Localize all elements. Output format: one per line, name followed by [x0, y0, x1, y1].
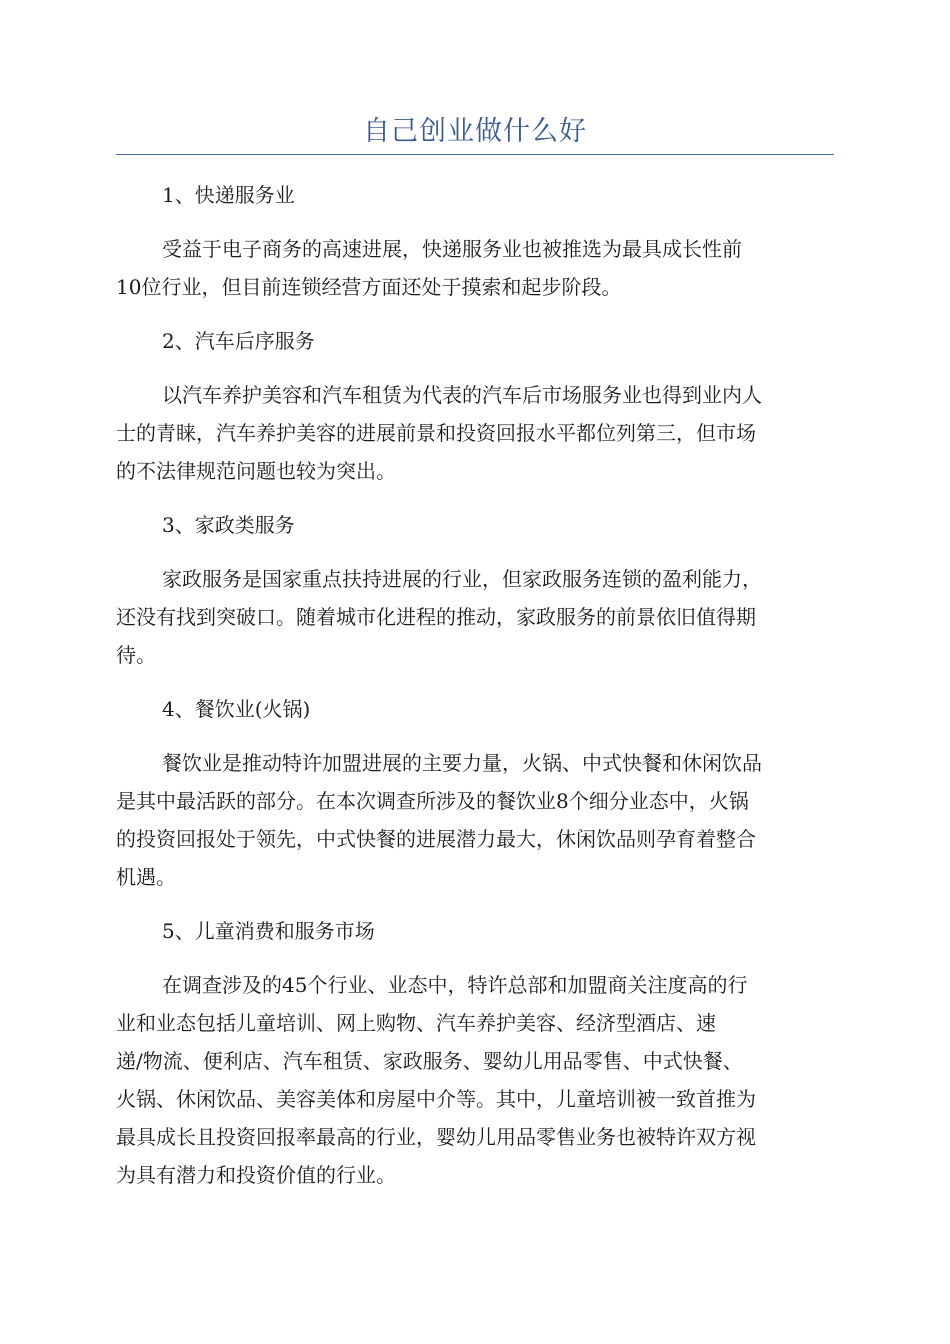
- paragraph-line: 递/物流、便利店、汽车租赁、家政服务、婴幼儿用品零售、中式快餐、: [116, 1049, 743, 1073]
- section-heading-3: 3、家政类服务: [162, 513, 295, 537]
- paragraph-line: 士的青睐，汽车养护美容的进展前景和投资回报水平都位列第三，但市场: [116, 421, 756, 445]
- paragraph-line: 待。: [116, 643, 156, 667]
- paragraph-line: 还没有找到突破口。随着城市化进程的推动，家政服务的前景依旧值得期: [116, 605, 756, 629]
- paragraph-line: 是其中最活跃的部分。在本次调查所涉及的餐饮业8个细分业态中，火锅: [116, 789, 749, 813]
- paragraph-line: 受益于电子商务的高速进展，快递服务业也被推选为最具成长性前: [162, 237, 742, 261]
- paragraph-line: 以汽车养护美容和汽车租赁为代表的汽车后市场服务业也得到业内人: [162, 383, 762, 407]
- paragraph-line: 的不法律规范问题也较为突出。: [116, 459, 396, 483]
- section-heading-4: 4、餐饮业(火锅): [162, 697, 311, 721]
- paragraph-line: 机遇。: [116, 865, 176, 889]
- paragraph-line: 业和业态包括儿童培训、网上购物、汽车养护美容、经济型酒店、速: [116, 1011, 716, 1035]
- paragraph-line: 的投资回报处于领先，中式快餐的进展潜力最大，休闲饮品则孕育着整合: [116, 827, 756, 851]
- section-heading-5: 5、儿童消费和服务市场: [162, 919, 375, 943]
- paragraph-line: 最具成长且投资回报率最高的行业，婴幼儿用品零售业务也被特许双方视: [116, 1125, 756, 1149]
- document-title: 自己创业做什么好: [363, 116, 587, 147]
- paragraph-line: 10位行业，但目前连锁经营方面还处于摸索和起步阶段。: [116, 275, 622, 299]
- paragraph-line: 餐饮业是推动特许加盟进展的主要力量，火锅、中式快餐和休闲饮品: [162, 751, 762, 775]
- section-heading-2: 2、汽车后序服务: [162, 329, 315, 353]
- title-underline: [116, 154, 834, 155]
- paragraph-line: 在调查涉及的45个行业、业态中，特许总部和加盟商关注度高的行: [162, 973, 748, 997]
- paragraph-line: 为具有潜力和投资价值的行业。: [116, 1163, 396, 1187]
- section-heading-1: 1、快递服务业: [162, 183, 295, 207]
- paragraph-line: 火锅、休闲饮品、美容美体和房屋中介等。其中，儿童培训被一致首推为: [116, 1087, 756, 1111]
- paragraph-line: 家政服务是国家重点扶持进展的行业，但家政服务连锁的盈利能力，: [162, 567, 762, 591]
